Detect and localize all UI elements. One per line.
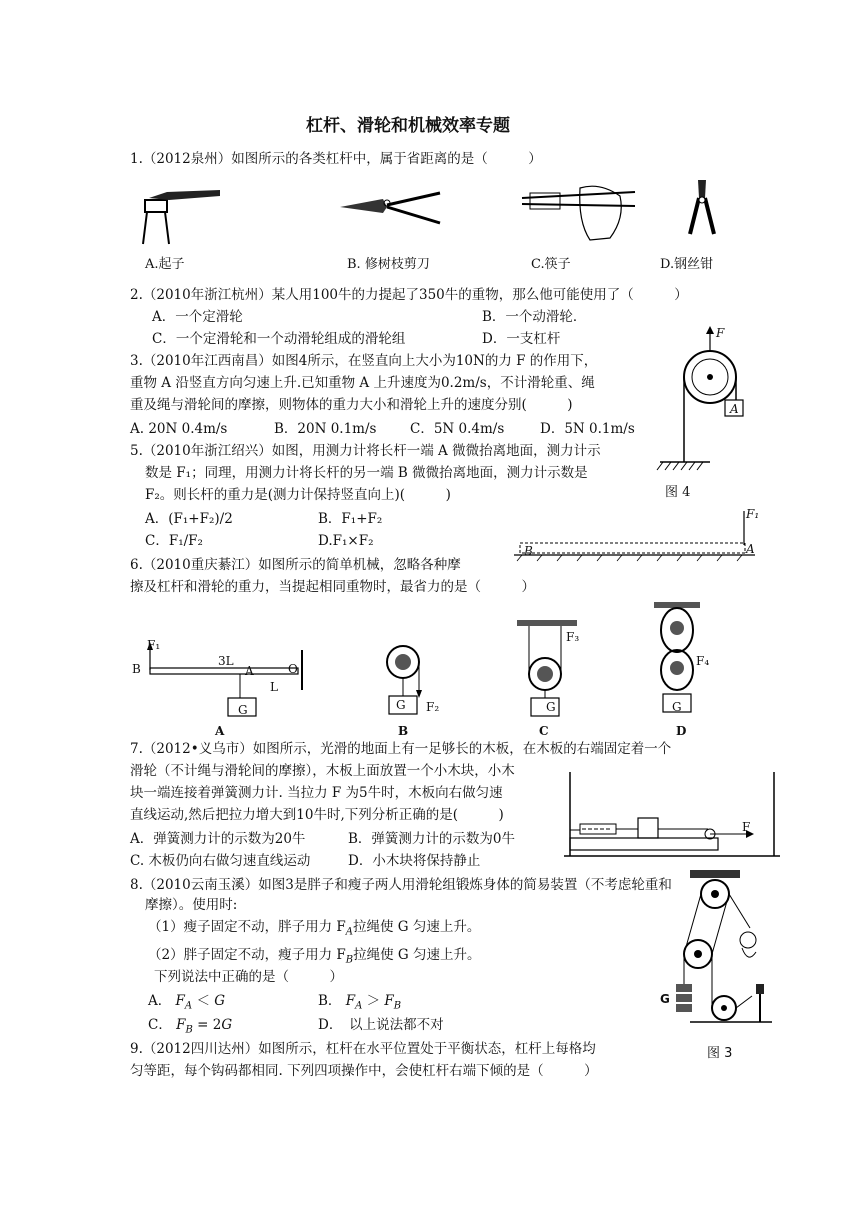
q6-line-2: 擦及杠杆和滑轮的重力，当提起相同重物时，最省力的是（ ）	[130, 579, 535, 595]
q1-option-b: B. 修树枝剪刀	[347, 257, 430, 272]
q3-line-3: 重及绳与滑轮间的摩擦，则物体的重力大小和滑轮上升的速度分别( )	[130, 397, 573, 413]
q8-option-c-g: G	[221, 1017, 233, 1033]
q3-option-a: A. 20N 0.4m/s	[130, 421, 228, 437]
q6-fig-a-label-o: O	[288, 662, 298, 676]
q8-option-c-letter: C．	[148, 1017, 172, 1033]
q5-line-3: F₂。则长杆的重力是(测力计保持竖直向上)( )	[145, 487, 451, 503]
q1-chopsticks-figure	[520, 178, 640, 248]
q3-option-b: B．20N 0.1m/s	[274, 421, 377, 437]
q8-fig-caption: 图 3	[707, 1046, 733, 1061]
q6-fig-d-caption: D	[676, 724, 687, 738]
q2-option-b: B．一个动滑轮．	[482, 309, 587, 325]
q8-sub-2	[148, 946, 480, 970]
q9-line-2: 匀等距，每个钩码都相同. 下列四项操作中，会使杠杆右端下倾的是（ ）	[130, 1063, 598, 1079]
q2-stem: 2.（2010年浙江杭州）某人用100牛的力提起了350牛的重物，那么他可能使用了（ ）	[130, 287, 688, 303]
q6-fig-c-weight: G	[546, 700, 556, 714]
q8-option-c-sub: B	[185, 1024, 193, 1036]
q1-option-d: D.钢丝钳	[660, 257, 714, 272]
q8-fig-weight-label: G	[660, 992, 670, 1006]
q5-line-2: 数是 F₁；同理，用测力计将长杆的另一端 B 微微抬离地面，测力计示数是	[145, 465, 588, 481]
q8-option-a-sub: A	[184, 1000, 193, 1012]
q8-line-2: 摩擦）。使用时:	[145, 897, 238, 913]
q7-fig-force-label: F	[742, 820, 751, 834]
q8-option-b-sub1: A	[355, 1000, 363, 1012]
q5-fig-label-b: B	[524, 544, 533, 558]
q6-fig-a-caption: A	[215, 724, 225, 738]
q1-pruning-shears-figure	[335, 185, 445, 230]
q2-option-a: A．一个定滑轮	[152, 309, 243, 325]
q8-pulley-system-figure	[660, 868, 775, 1038]
q3-line-1: 3.（2010年江西南昌）如图4所示，在竖直向上大小为10N的力 F 的作用下，	[130, 353, 598, 369]
q7-line-4: 直线运动,然后把拉力增大到10牛时,下列分析正确的是( )	[130, 807, 504, 823]
q5-option-a: A．(F₁+F₂)/2	[145, 511, 233, 527]
q1-pliers-figure	[682, 178, 722, 238]
q3-option-c: C．5N 0.4m/s	[410, 421, 505, 437]
q8-sub-1-text: （1）瘦子固定不动，胖子用力 F	[148, 919, 346, 935]
q8-sub-1-subscript: A	[345, 926, 353, 938]
q5-option-d: D.F₁×F₂	[318, 533, 374, 549]
q5-fig-label-f1: F₁	[746, 507, 760, 521]
q7-option-a: A．弹簧测力计的示数为20牛	[130, 831, 306, 847]
q7-line-3: 块一端连接着弹簧测力计. 当拉力 F 为5牛时，木板向右做匀速	[130, 785, 503, 801]
q2-option-d: D．一支杠杆	[482, 331, 561, 347]
q5-line-1: 5.（2010年浙江绍兴）如图，用测力计将长杆一端 A 微微抬离地面，测力计示	[130, 443, 601, 459]
page-title: 杠杆、滑轮和机械效率专题	[306, 116, 510, 136]
q8-sub-2-text: （2）胖子固定不动，瘦子用力 F	[148, 947, 346, 963]
q9-line-1: 9.（2012四川达州）如图所示，杠杆在水平位置处于平衡状态，杠杆上每格均	[130, 1041, 596, 1057]
q5-fig-label-a: A	[746, 542, 755, 556]
q8-line-1: 8.（2010云南玉溪）如图3是胖子和瘦子两人用滑轮组锻炼身体的简易装置（不考虑轮重和	[130, 877, 672, 893]
q7-option-c: C. 木板仍向右做匀速直线运动	[130, 853, 311, 869]
q3-fig-weight-label: A	[730, 402, 739, 416]
q8-sub-1	[148, 918, 480, 942]
q7-board-figure	[562, 768, 787, 862]
q8-option-a-f: F	[175, 993, 185, 1009]
q7-option-d: D．小木块将保持静止	[348, 853, 481, 869]
q8-option-b	[318, 992, 401, 1016]
q5-option-b: B．F₁+F₂	[318, 511, 383, 527]
q6-fig-b-force: F₂	[426, 700, 440, 714]
q3-option-d: D．5N 0.1m/s	[540, 421, 635, 437]
q5-option-c: C．F₁/F₂	[145, 533, 203, 549]
q2-option-c: C．一个定滑轮和一个动滑轮组成的滑轮组	[152, 331, 406, 347]
q3-line-2: 重物 A 沿竖直方向匀速上升.已知重物 A 上升速度为0.2m/s，不计滑轮重、绳	[130, 375, 595, 391]
q8-option-b-op: ＞	[366, 993, 381, 1009]
q8-option-b-sub2: B	[393, 1000, 402, 1012]
q6-fig-c-force: F₃	[566, 630, 580, 644]
q5-long-rod-figure	[512, 505, 760, 563]
q8-option-b-letter: B．	[318, 993, 342, 1009]
q6-fig-a-label-a: A	[245, 664, 254, 678]
q8-option-c	[148, 1016, 232, 1040]
q8-sub-2-subscript: B	[345, 954, 354, 966]
q8-option-a-op: ＜	[196, 993, 210, 1009]
q3-pulley-figure	[655, 322, 755, 472]
q6-fig-c-caption: C	[539, 724, 549, 738]
q6-fig-b-weight: G	[396, 698, 406, 712]
q8-sub-2-rest: 拉绳使 G 匀速上升。	[353, 947, 481, 963]
q1-option-a: A.起子	[145, 257, 185, 272]
q6-fig-a-label-3l: 3L	[218, 654, 234, 668]
q8-option-c-op: = 2	[197, 1017, 222, 1033]
q3-fig-force-label: F	[716, 326, 725, 340]
q1-stem: 1.（2012泉州）如图所示的各类杠杆中，属于省距离的是（ ）	[130, 151, 542, 167]
q1-option-c: C.筷子	[531, 257, 571, 272]
q6-fig-a-force: F₁	[147, 638, 161, 652]
q8-option-d: D． 以上说法都不对	[318, 1017, 444, 1033]
q8-option-c-f: F	[176, 1017, 186, 1033]
q6-fig-d-force: F₄	[696, 654, 710, 668]
q7-line-1: 7.（2012•义乌市）如图所示，光滑的地面上有一足够长的木板，在木板的右端固定着一个	[130, 741, 672, 757]
q6-fig-a-label-b: B	[132, 662, 141, 676]
q8-sub-1-rest: 拉绳使 G 匀速上升。	[352, 919, 481, 935]
q7-option-b: B．弹簧测力计的示数为0牛	[348, 831, 516, 847]
q8-option-a	[148, 992, 225, 1016]
q8-option-a-g: G	[214, 993, 226, 1009]
q8-option-b-f2: F	[384, 993, 394, 1009]
q8-option-b-f1: F	[345, 993, 356, 1009]
q8-option-a-letter: A．	[148, 993, 172, 1009]
q3-fig-caption: 图 4	[665, 485, 691, 500]
q8-sub-3: 下列说法中正确的是（ ）	[154, 969, 343, 985]
q6-fig-a-weight: G	[238, 703, 248, 717]
q6-fig-b-caption: B	[398, 724, 409, 738]
q6-fig-a-label-l: L	[270, 680, 278, 694]
q6-fig-d-weight: G	[672, 700, 682, 714]
q7-line-2: 滑轮（不计绳与滑轮间的摩擦），木板上面放置一个小木块，小木	[130, 763, 515, 779]
q6-line-1: 6.（2010重庆綦江）如图所示的简单机械，忽略各种摩	[130, 557, 461, 573]
q1-bottle-opener-figure	[135, 182, 225, 252]
